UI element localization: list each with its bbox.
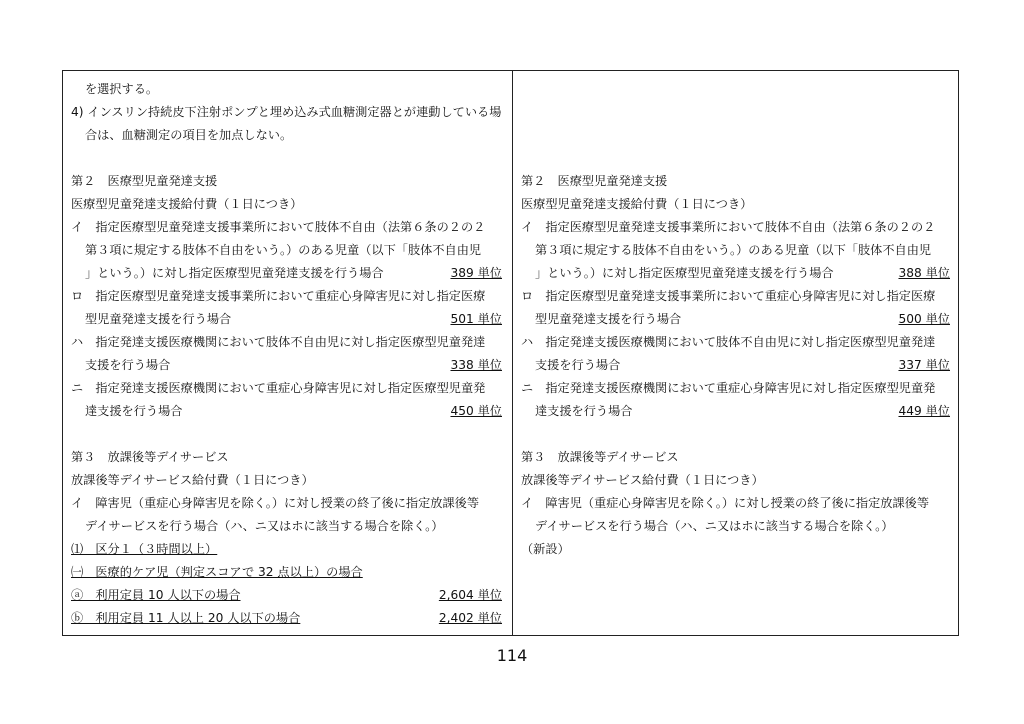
- line-text: ⓐ 利用定員 10 人以下の場合: [71, 588, 241, 602]
- line-text: ⑴ 区分１（３時間以上）: [71, 542, 218, 556]
- line-text: 」という。）に対し指定医療型児童発達支援を行う場合: [535, 266, 834, 280]
- text-line: [63, 516, 512, 536]
- line-text: ハ 指定発達支援医療機関において肢体不自由児に対し指定医療型児童発達: [71, 335, 486, 349]
- line-text: 第３項に規定する肢体不自由をいう。）のある児童（以下「肢体不自由児: [85, 243, 482, 257]
- text-line: [513, 286, 960, 306]
- text-line: [513, 539, 960, 559]
- unit-value: 337 単位: [898, 358, 950, 372]
- text-line: [63, 263, 512, 283]
- text-line: [63, 447, 512, 467]
- right-column-current: [513, 71, 960, 635]
- page-number: 114: [496, 646, 528, 665]
- text-line: [513, 171, 960, 191]
- text-line: [513, 263, 960, 283]
- text-line: [63, 309, 512, 329]
- line-text: 合は、血糖測定の項目を加点しない。: [85, 128, 293, 142]
- text-line: [63, 171, 512, 191]
- text-line: [63, 240, 512, 260]
- text-line: [513, 355, 960, 375]
- line-text: イ 指定医療型児童発達支援事業所において肢体不自由（法第６条の２の２: [521, 220, 936, 234]
- unit-value: 338 単位: [450, 358, 502, 372]
- line-text: 型児童発達支援を行う場合: [535, 312, 682, 326]
- unit-value: 450 単位: [450, 404, 502, 418]
- text-line: [63, 470, 512, 490]
- unit-value: 2,402 単位: [438, 611, 502, 625]
- text-line: [63, 493, 512, 513]
- unit-value: 2,604 単位: [438, 588, 502, 602]
- line-text: 第２ 医療型児童発達支援: [521, 174, 668, 188]
- text-line: [513, 470, 960, 490]
- text-line: [63, 79, 512, 99]
- line-text: イ 指定医療型児童発達支援事業所において肢体不自由（法第６条の２の２: [71, 220, 486, 234]
- line-text: ニ 指定発達支援医療機関において重症心身障害児に対し指定医療型児童発: [521, 381, 936, 395]
- text-line: [513, 217, 960, 237]
- text-line: [63, 378, 512, 398]
- left-column-revised: [63, 71, 512, 635]
- line-text: 第３ 放課後等デイサービス: [521, 450, 679, 464]
- text-line: [513, 493, 960, 513]
- text-line: [63, 194, 512, 214]
- line-text: ㈠ 医療的ケア児（判定スコアで 32 点以上）の場合: [71, 565, 363, 579]
- text-line: [513, 194, 960, 214]
- text-line: [63, 355, 512, 375]
- line-text: 放課後等デイサービス給付費（１日につき）: [71, 473, 314, 487]
- text-line: [63, 539, 512, 559]
- line-text: ロ 指定医療型児童発達支援事業所において重症心身障害児に対し指定医療: [521, 289, 936, 303]
- line-text: （新設）: [521, 542, 570, 556]
- line-text: ハ 指定発達支援医療機関において肢体不自由児に対し指定医療型児童発達: [521, 335, 936, 349]
- text-line: [63, 608, 512, 628]
- line-text: デイサービスを行う場合（ハ、ニ又はホに該当する場合を除く。）: [535, 519, 894, 533]
- text-line: [63, 125, 512, 145]
- line-text: ⓑ 利用定員 11 人以上 20 人以下の場合: [71, 611, 301, 625]
- line-text: ロ 指定医療型児童発達支援事業所において重症心身障害児に対し指定医療: [71, 289, 486, 303]
- line-text: 放課後等デイサービス給付費（１日につき）: [521, 473, 764, 487]
- text-line: [63, 401, 512, 421]
- line-text: ニ 指定発達支援医療機関において重症心身障害児に対し指定医療型児童発: [71, 381, 486, 395]
- unit-value: 500 単位: [898, 312, 950, 326]
- text-line: [63, 585, 512, 605]
- line-text: 医療型児童発達支援給付費（１日につき）: [71, 197, 303, 211]
- line-text: デイサービスを行う場合（ハ、ニ又はホに該当する場合を除く。）: [85, 519, 444, 533]
- text-line: [513, 516, 960, 536]
- line-text: 」という。）に対し指定医療型児童発達支援を行う場合: [85, 266, 384, 280]
- line-text: 4) インスリン持続皮下注射ポンプと埋め込み式血糖測定器とが連動している場: [71, 105, 502, 119]
- line-text: 支援を行う場合: [85, 358, 171, 372]
- text-line: [513, 309, 960, 329]
- text-line: [513, 378, 960, 398]
- text-line: [513, 401, 960, 421]
- text-line: [63, 217, 512, 237]
- line-text: 支援を行う場合: [535, 358, 621, 372]
- text-line: [513, 332, 960, 352]
- line-text: 型児童発達支援を行う場合: [85, 312, 232, 326]
- unit-value: 388 単位: [898, 266, 950, 280]
- line-text: 第３項に規定する肢体不自由をいう。）のある児童（以下「肢体不自由児: [535, 243, 932, 257]
- unit-value: 501 単位: [450, 312, 502, 326]
- line-text: を選択する。: [85, 82, 159, 96]
- comparison-table: [62, 70, 959, 636]
- line-text: 第３ 放課後等デイサービス: [71, 450, 229, 464]
- unit-value: 449 単位: [898, 404, 950, 418]
- text-line: [63, 332, 512, 352]
- unit-value: 389 単位: [450, 266, 502, 280]
- text-line: [63, 102, 512, 122]
- line-text: 第２ 医療型児童発達支援: [71, 174, 218, 188]
- line-text: イ 障害児（重症心身障害児を除く。）に対し授業の終了後に指定放課後等: [71, 496, 480, 510]
- text-line: [63, 562, 512, 582]
- line-text: 医療型児童発達支援給付費（１日につき）: [521, 197, 753, 211]
- line-text: 達支援を行う場合: [535, 404, 633, 418]
- text-line: [513, 240, 960, 260]
- line-text: イ 障害児（重症心身障害児を除く。）に対し授業の終了後に指定放課後等: [521, 496, 930, 510]
- text-line: [513, 447, 960, 467]
- text-line: [63, 286, 512, 306]
- line-text: 達支援を行う場合: [85, 404, 183, 418]
